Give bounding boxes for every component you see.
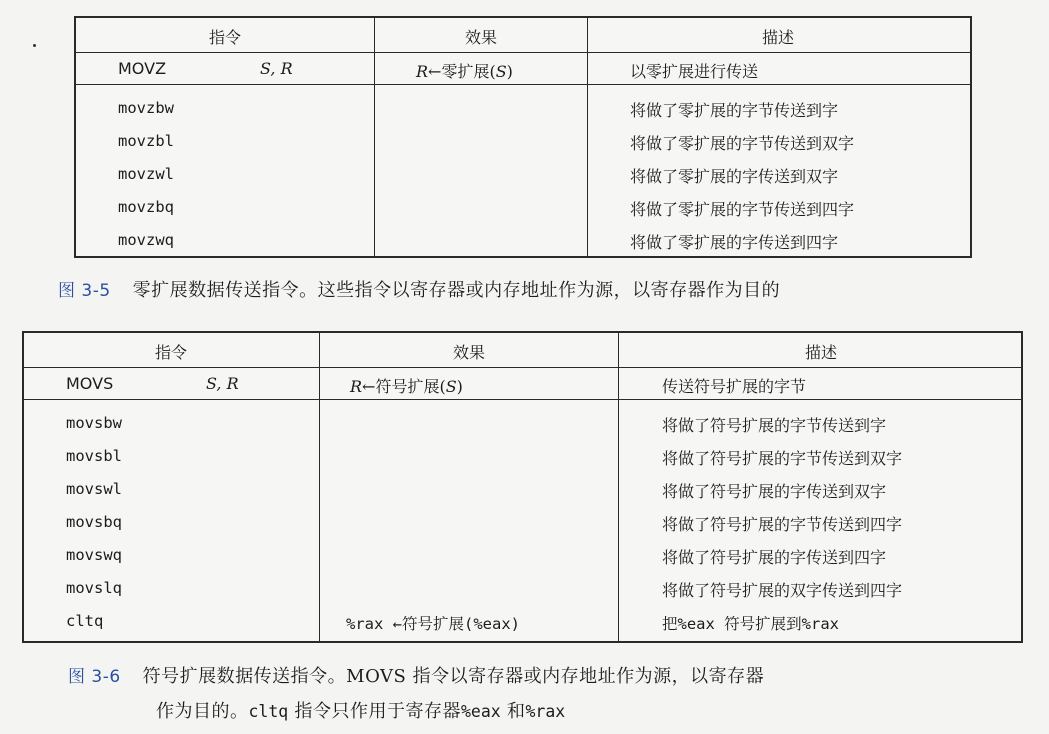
caption-text: 和	[500, 701, 526, 722]
instruction-description: 将做了零扩展的字节传送到双字	[630, 134, 855, 153]
caption-code: %eax	[460, 702, 501, 721]
instruction-name: movswq	[66, 546, 122, 564]
figure-caption-3-6	[68, 662, 764, 688]
instruction-name: movzwq	[118, 231, 174, 249]
table-row	[76, 193, 970, 226]
zero-extend-table	[74, 16, 972, 258]
table-row	[76, 127, 970, 160]
table-header-row	[24, 333, 1021, 368]
table-row	[24, 607, 1021, 640]
header-description: 描述	[804, 343, 838, 362]
instruction-name: movzwl	[118, 165, 174, 183]
group-operands: S, R	[206, 374, 239, 393]
instruction-description: 将做了符号扩展的字节传送到双字	[662, 449, 903, 468]
instruction-name: movzbl	[118, 132, 174, 150]
instruction-description: 将做了符号扩展的字传送到双字	[662, 482, 887, 501]
instruction-name: cltq	[66, 612, 104, 630]
group-row	[76, 53, 970, 85]
sign-extend-table	[22, 331, 1023, 643]
table-row	[76, 226, 970, 259]
header-effect: 效果	[464, 28, 498, 47]
group-description: 以零扩展进行传送	[630, 62, 759, 81]
instruction-name: movsbq	[66, 513, 122, 531]
instruction-name: movzbq	[118, 198, 174, 216]
instruction-name: movsbl	[66, 447, 122, 465]
group-effect: R←符号扩展(S)	[350, 377, 463, 396]
table-row	[76, 94, 970, 127]
caption-text-line1: 符号扩展数据传送指令。MOVS 指令以寄存器或内存地址作为源，以寄存器	[142, 666, 765, 687]
table-row	[24, 475, 1021, 508]
table-row	[24, 508, 1021, 541]
figure-caption-3-6-line2	[156, 697, 565, 723]
header-instruction: 指令	[208, 28, 242, 47]
instruction-description: 将做了零扩展的字传送到四字	[630, 233, 839, 252]
table-header-row	[76, 18, 970, 53]
figure-number: 图 3-6	[68, 667, 121, 687]
figure-caption-3-5	[58, 276, 780, 302]
table-row	[24, 541, 1021, 574]
caption-text: 指令只作用于寄存器	[288, 701, 461, 722]
table-row	[24, 574, 1021, 607]
instruction-description: 将做了零扩展的字节传送到字	[630, 101, 839, 120]
instruction-name: movsbw	[66, 414, 122, 432]
instruction-description: 将做了符号扩展的字节传送到字	[662, 416, 887, 435]
group-effect: R←零扩展(S)	[416, 62, 513, 81]
instruction-description: 把%eax 符号扩展到%rax	[662, 615, 839, 633]
header-description: 描述	[761, 28, 795, 47]
caption-code: %rax	[525, 702, 566, 721]
group-row	[24, 368, 1021, 400]
group-description: 传送符号扩展的字节	[662, 377, 807, 396]
group-instruction: MOVZ	[118, 59, 167, 78]
instruction-description: 将做了零扩展的字传送到双字	[630, 167, 839, 186]
instruction-description: 将做了符号扩展的字节传送到四字	[662, 515, 903, 534]
instruction-description: 将做了符号扩展的字传送到四字	[662, 548, 887, 567]
instruction-description: 将做了零扩展的字节传送到四字	[630, 200, 855, 219]
group-instruction: MOVS	[66, 374, 114, 393]
caption-text: 作为目的。	[156, 701, 249, 722]
instruction-name: movslq	[66, 579, 122, 597]
header-instruction: 指令	[154, 343, 188, 362]
table-row	[76, 160, 970, 193]
instruction-name: movswl	[66, 480, 122, 498]
instruction-description: 将做了符号扩展的双字传送到四字	[662, 581, 903, 600]
figure-number: 图 3-5	[58, 281, 111, 301]
instruction-name: movzbw	[118, 99, 174, 117]
caption-text: 零扩展数据传送指令。这些指令以寄存器或内存地址作为源，以寄存器作为目的	[132, 280, 781, 301]
instruction-effect: %rax ←符号扩展(%eax)	[346, 615, 520, 633]
table-row	[24, 442, 1021, 475]
table-row	[24, 409, 1021, 442]
group-operands: S, R	[260, 59, 293, 78]
caption-code: cltq	[248, 702, 289, 721]
header-effect: 效果	[452, 343, 486, 362]
stray-dot	[33, 44, 36, 47]
